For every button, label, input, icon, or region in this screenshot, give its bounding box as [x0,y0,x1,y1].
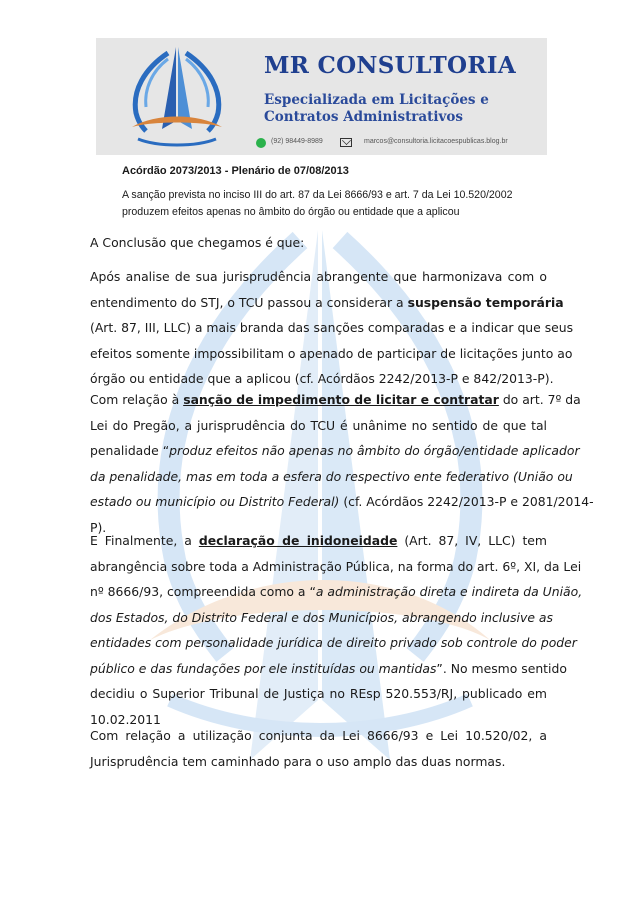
paragraph-line: 10.02.2011 [90,711,161,727]
email-address: marcos@consultoria.licitacoespublicas.blog.br [364,138,508,145]
header-banner [96,38,547,155]
paragraph-line: da penalidade, mas em toda a esfera do respectivo ente federativo (União ou [90,468,573,484]
intro-paragraph [90,230,547,256]
emphasis-unsuitability: declaração de inidoneidade [198,533,398,548]
paragraph-line: entidades com personalidade jurídica de direito privado sob controle do poder [90,635,577,650]
paragraph-line: Após analise de sua jurisprudência abrangente que harmonizava com o [90,269,547,284]
text-span: penalidade “ [90,443,170,458]
paragraph-line: Lei do Pregão, a jurisprudência do TCU é unânime no sentido de que tal [90,417,547,433]
text-span: E Finalmente, a [90,533,199,548]
text-span: ”. No mesmo sentido [436,660,567,676]
text-span: nº 8666/93, compreendida como a “ [90,584,316,599]
whatsapp-icon [256,138,266,148]
paragraph-line: órgão ou entidade que a aplicou (cf. Acórdãos 2242/2013-P e 842/2013-P). [90,371,554,386]
paragraph-line [90,290,564,316]
paragraph-line: efeitos somente impossibilitam o apenado de participar de licitações junto ao [90,345,573,361]
emphasis-impediment: sanção de impedimento de licitar e contratar [183,392,499,407]
paragraph-line: (Art. 87, III, LLC) a mais branda das sanções comparadas e a indicar que seus [90,320,574,335]
text-span: Com relação à [90,392,184,407]
paragraph-line [90,489,594,515]
paragraph-impediment [90,387,594,540]
sailboat-logo-icon [106,43,246,151]
paragraph-line: abrangência sobre toda a Administração Pública, na forma do art. 6º, XI, da Lei [90,558,582,574]
italic-quote: produz efeitos não apenas no âmbito do órgão/entidade aplicador [169,443,580,458]
paragraph-line [90,438,580,464]
contact-info [256,137,546,151]
italic-quote: a administração direta e indireta da União, [315,584,583,599]
paragraph-line: A Conclusão que chegamos é que: [90,235,305,250]
text-span: do art. 7º da [498,392,581,407]
paragraph-line [90,387,581,413]
text-span: (cf. Acórdãos 2242/2013-P e 2081/2014- [339,494,594,509]
paragraph-line: decidiu o Superior Tribunal de Justiça no REsp 520.553/RJ, publicado em [90,686,547,701]
brand-title: MR CONSULTORIA [264,52,516,79]
brand-subtitle [264,92,544,126]
italic-quote: estado ou município ou Distrito Federal) [90,494,340,509]
paragraph-suspension [90,264,574,392]
paragraph-line [90,579,583,605]
italic-quote: público e das fundações por ele instituídas ou mantidas [90,660,437,676]
paragraph-joint-use [90,723,547,774]
paragraph-line [90,528,547,554]
decision-summary-line: produzem efeitos apenas no âmbito do órgão ou entidade que a aplicou [122,206,460,218]
decision-summary [122,187,562,221]
text-span: (Art. 87, IV, LLC) tem [397,533,547,548]
paragraph-line: Com relação a utilização conjunta da Lei 8666/93 e Lei 10.520/02, a [90,728,547,743]
paragraph-line: P). [90,519,107,535]
emphasis-suspension: suspensão temporária [407,294,564,310]
phone-number: (92) 98449-8989 [271,138,323,145]
paragraph-line [90,656,567,682]
paragraph-line: Jurisprudência tem caminhado para o uso amplo das duas normas. [90,753,506,769]
paragraph-line: dos Estados, do Distrito Federal e dos Municípios, abrangendo inclusive as [90,609,553,625]
brand-subtitle-line: Especializada em Licitações e [264,92,489,108]
paragraph-unsuitability [90,528,583,732]
mail-icon [340,138,352,147]
brand-subtitle-line: Contratos Administrativos [264,109,463,125]
decision-summary-line: A sanção prevista no inciso III do art. 87 da Lei 8666/93 e art. 7 da Lei 10.520/2002 [122,189,513,201]
text-span: entendimento do STJ, o TCU passou a considerar a [90,294,408,310]
decision-title: Acórdão 2073/2013 - Plenário de 07/08/2013 [122,165,349,177]
